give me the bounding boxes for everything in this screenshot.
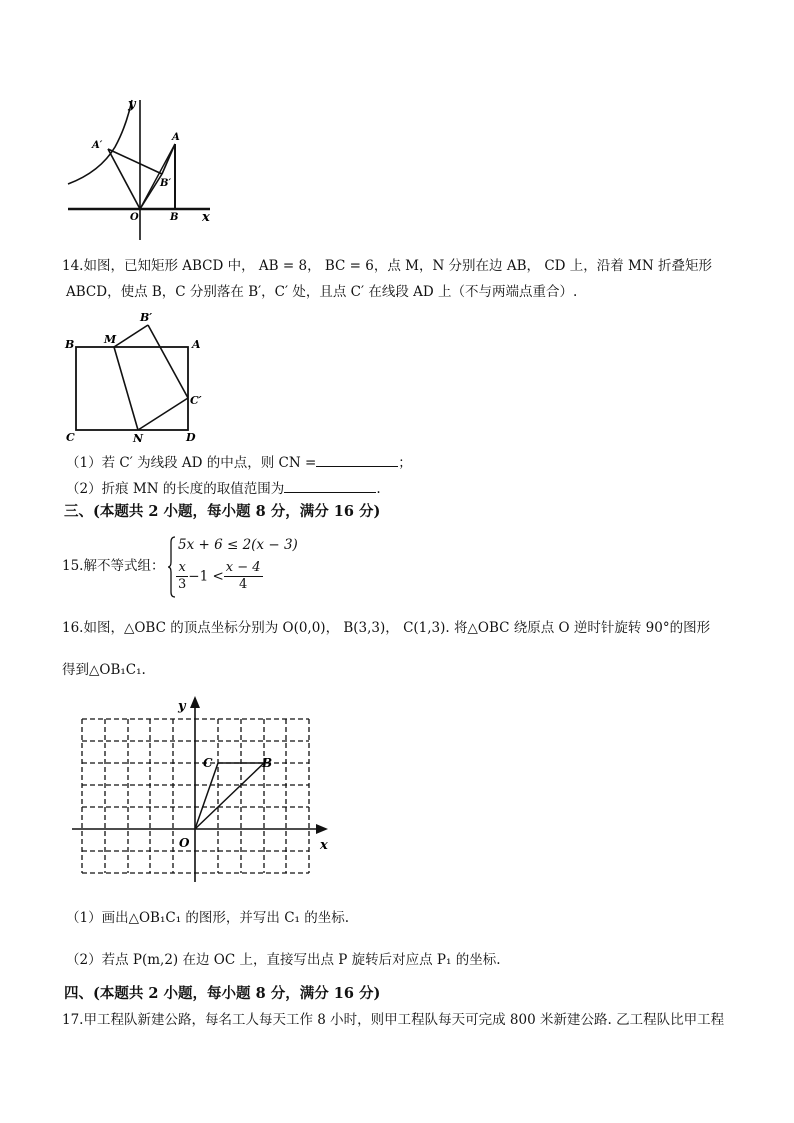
inequality-middle: −1 < (188, 568, 224, 585)
label-B-prime: B′ (140, 311, 153, 324)
figure-q14 (62, 308, 212, 448)
q15-inequality-1: 5x + 6 ≤ 2(x − 3) (178, 537, 298, 553)
q16-sub1: （1）画出△OB₁C₁ 的图形，并写出 C₁ 的坐标. (66, 910, 350, 926)
q14-sub1 (66, 452, 412, 473)
label-O: O (179, 836, 190, 850)
figure-q16-grid (66, 692, 336, 882)
q14-line2: ABCD，使点 B，C 分别落在 B′，C′ 处，且点 C′ 在线段 AD 上（不与两端点重合）. (66, 284, 578, 300)
section-4-heading: 四、(本题共 2 小题，每小题 8 分，满分 16 分) (64, 985, 381, 1002)
fold-line-MN (114, 347, 138, 430)
q16-sub2: （2）若点 P(m,2) 在边 OC 上，直接写出点 P 旋转后对应点 P₁ 的坐标. (66, 952, 501, 968)
segment-OA-prime (108, 149, 140, 209)
label-N: N (133, 432, 144, 445)
q14-sub2-end: . (376, 481, 381, 497)
label-C-prime: C′ (190, 394, 202, 407)
segment-OC (195, 763, 218, 829)
q15-inequality-2 (176, 560, 263, 593)
q16-line2: 得到△OB₁C₁. (62, 662, 146, 678)
segment-OB (195, 763, 264, 829)
label-D: D (186, 431, 196, 444)
label-C: C (203, 756, 213, 770)
segment-NC-prime (138, 398, 188, 430)
fraction-num: x (176, 560, 188, 577)
segment-B-prime-C-prime (148, 325, 188, 398)
label-B: B (65, 338, 75, 351)
q14-sub2 (66, 478, 381, 499)
segment-OA (140, 144, 175, 209)
q14-line1: 14.如图，已知矩形 ABCD 中， AB = 8， BC = 6，点 M，N 分别在边 AB， CD 上，沿着 MN 折叠矩形 (62, 258, 712, 274)
q17-line1: 17.甲工程队新建公路，每名工人每天工作 8 小时，则甲工程队每天可完成 800 米新建公路. 乙工程队比甲工程 (62, 1012, 725, 1028)
label-x: x (320, 838, 328, 853)
answer-blank-cn[interactable] (316, 452, 398, 467)
y-axis-arrow-icon (190, 696, 200, 708)
label-B: B (262, 756, 273, 770)
label-x: x (202, 210, 210, 225)
q15-prefix: 15.解不等式组： (62, 558, 165, 574)
label-y: y (128, 97, 136, 112)
figure-q13 (60, 92, 230, 242)
answer-blank-mn[interactable] (284, 478, 376, 493)
segment-A-prime-B-prime (108, 149, 162, 174)
q14-sub1-end: ； (398, 455, 412, 471)
q14-sub2-text: （2）折痕 MN 的长度的取值范围为 (66, 481, 285, 497)
label-A: A (172, 132, 180, 143)
label-O: O (130, 212, 139, 223)
label-B-prime: B′ (160, 178, 172, 189)
fraction-x-minus-4-over-4 (224, 560, 263, 593)
segment-MB-prime (114, 325, 148, 347)
fraction-den: 4 (239, 577, 248, 592)
x-axis-arrow-icon (316, 824, 328, 834)
label-y: y (178, 699, 186, 714)
label-A: A (192, 338, 201, 351)
fraction-x-over-3 (176, 560, 188, 593)
label-M: M (104, 333, 117, 346)
label-A-prime: A′ (92, 140, 103, 151)
q16-line1: 16.如图，△OBC 的顶点坐标分别为 O(0,0)， B(3,3)， C(1,3). 将△OBC 绕原点 O 逆时针旋转 90°的图形 (62, 620, 711, 636)
q14-sub1-text: （1）若 C′ 为线段 AD 的中点，则 CN = (66, 455, 317, 471)
label-C: C (66, 431, 75, 444)
rectangle-ABCD (76, 347, 188, 430)
brace-icon (168, 536, 176, 598)
fraction-num: x − 4 (225, 560, 261, 575)
fraction-den: 3 (178, 577, 187, 592)
label-B: B (170, 212, 179, 223)
section-3-heading: 三、(本题共 2 小题，每小题 8 分，满分 16 分) (64, 503, 381, 520)
